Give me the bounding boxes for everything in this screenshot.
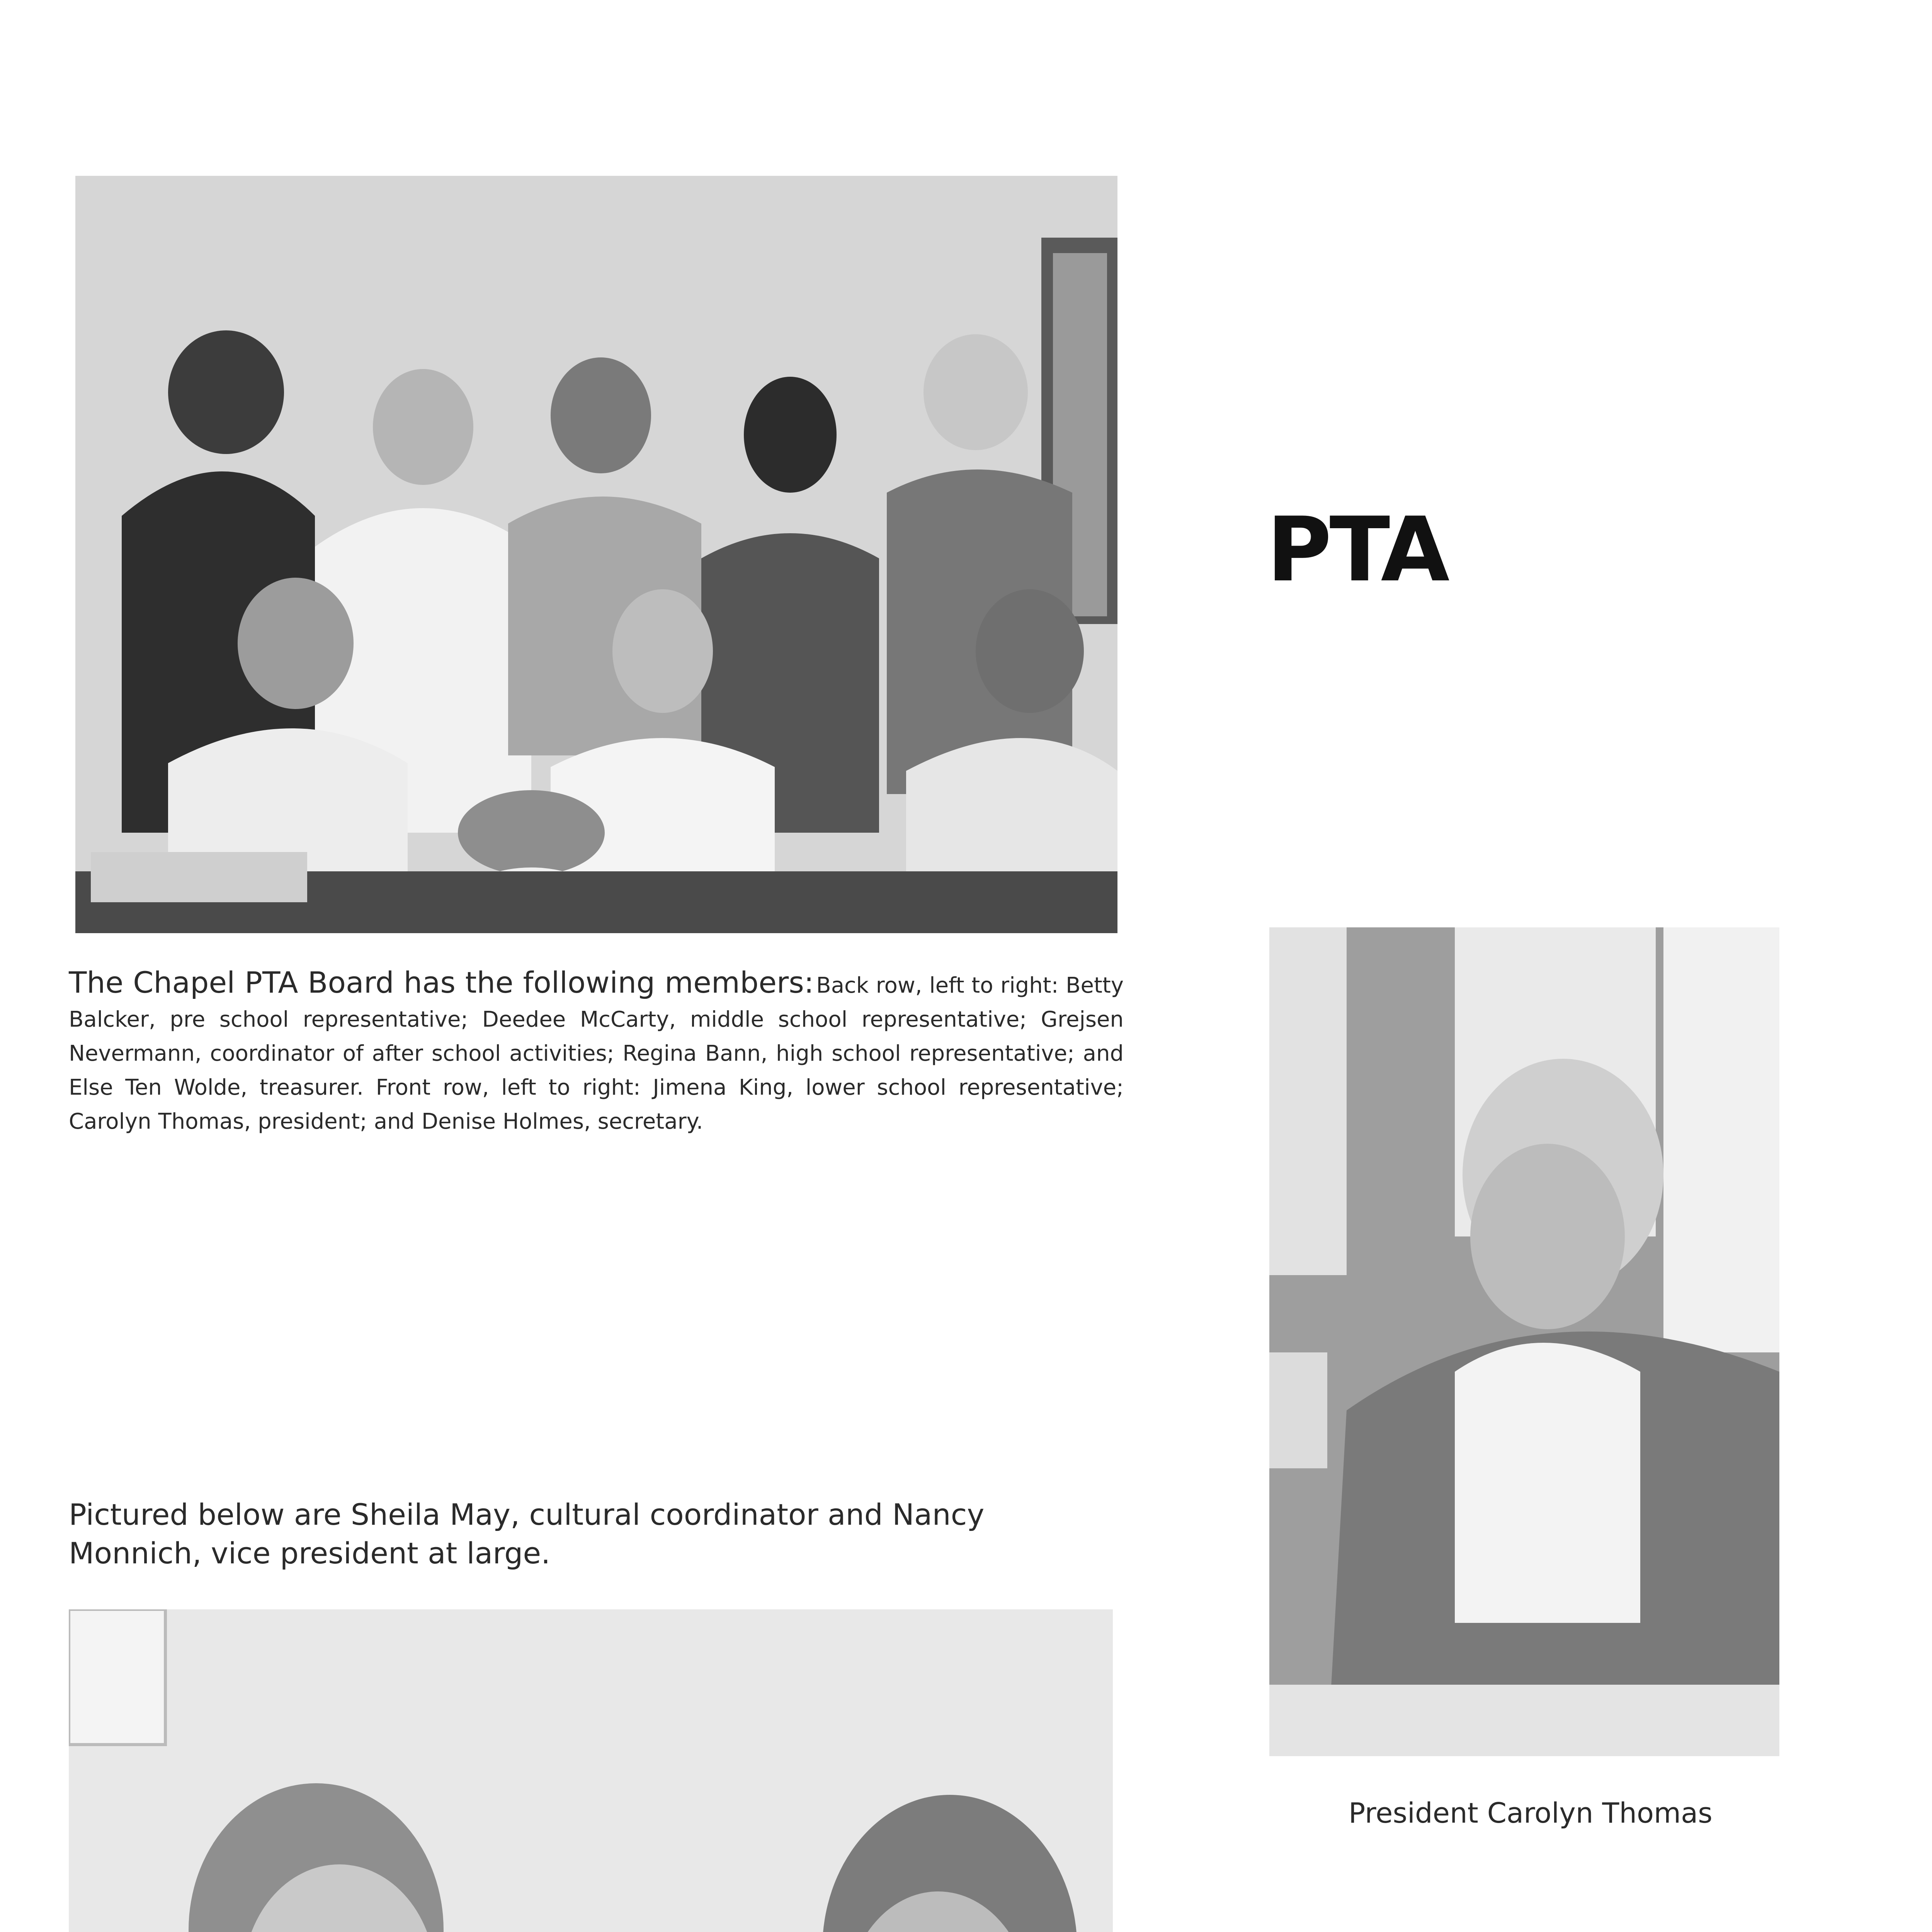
board-group-photo — [75, 176, 1117, 933]
board-photo-caption — [69, 965, 1124, 1141]
page-title: PTA — [1267, 498, 1447, 602]
president-photo — [1269, 927, 1779, 1756]
pictured-below-caption: Pictured below are Sheila May, cultural coordinator and Nancy Monnich, vice president at large. — [69, 1497, 985, 1570]
coordinators-photo — [69, 1609, 1113, 1932]
board-caption-member-list: Back row, left to right: Betty Balcker, pre school representative; Deedee McCarty, middle school representative; Grejsen Nevermann, coordinator of after school activities; Regina Bann, high school representative; and Else Ten Wolde, treasurer. Front row, left to right: Jimena King, lower school representative; Carolyn Thomas, president; and Denise Holmes, secretary. — [69, 973, 1124, 1134]
board-caption-lead: The Chapel PTA Board has the following members: — [69, 965, 814, 1000]
president-caption: President Carolyn Thomas — [1349, 1797, 1713, 1829]
